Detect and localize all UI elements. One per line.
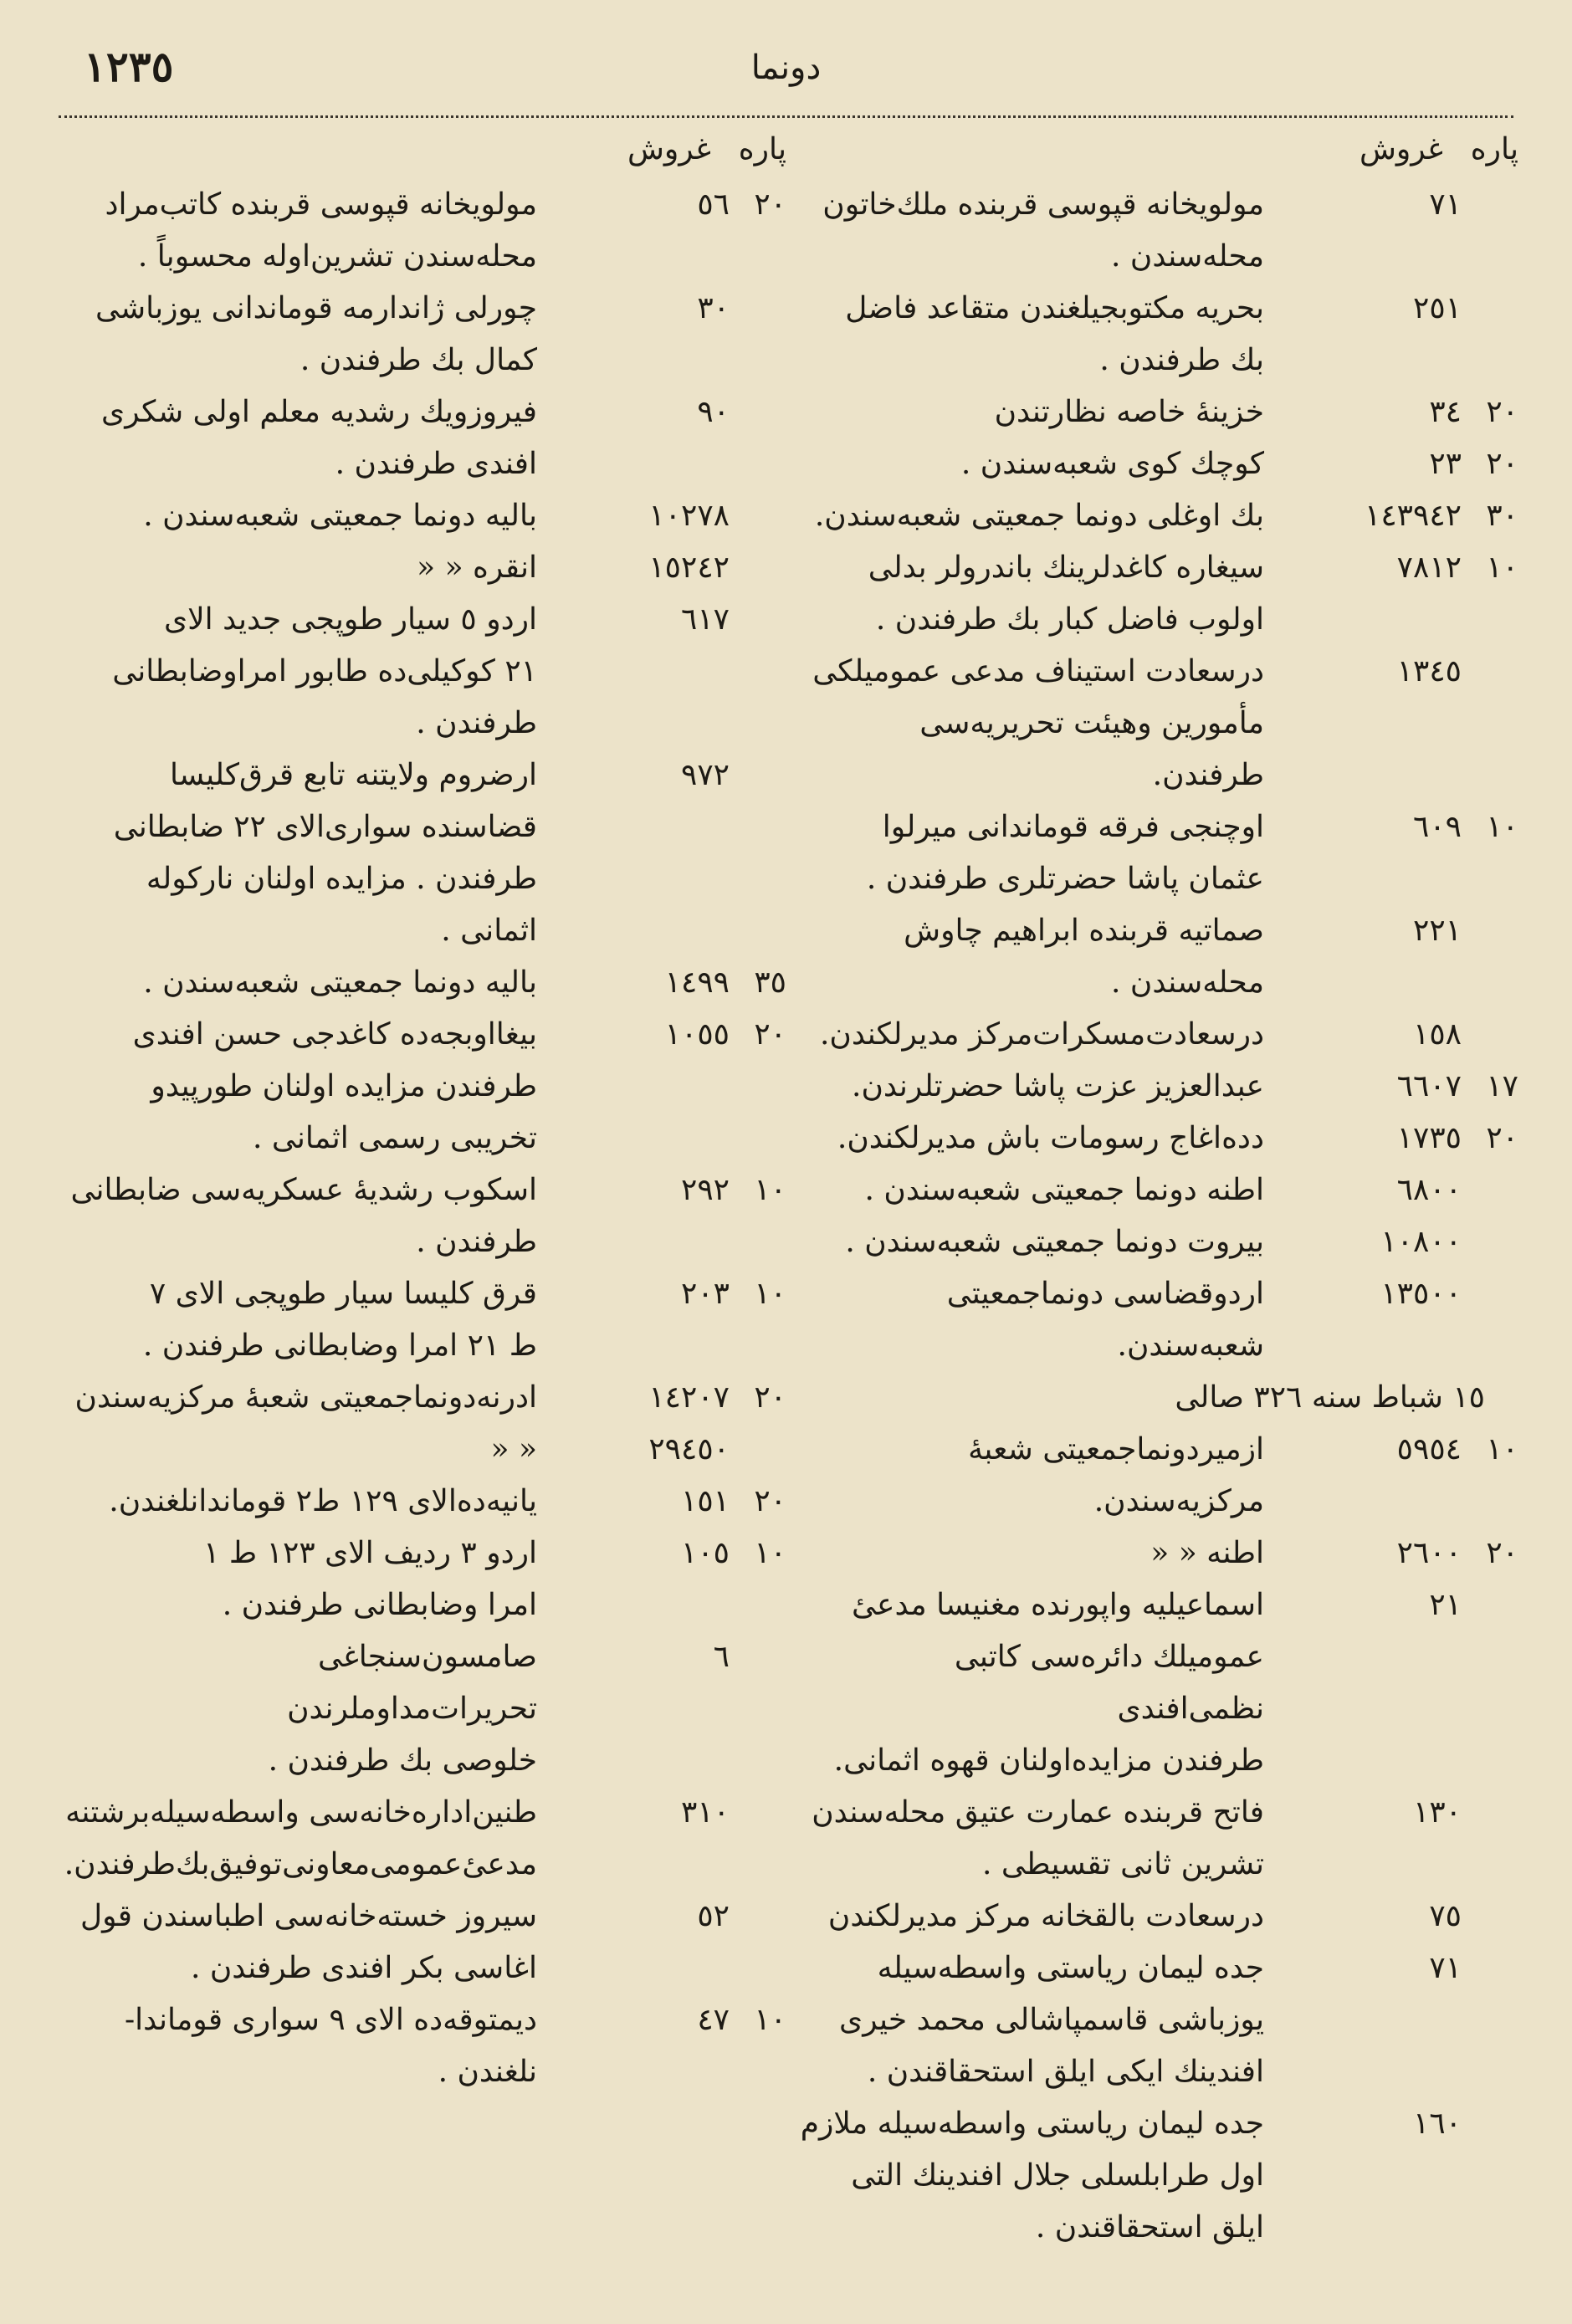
kurus-amount: ٩٠	[697, 395, 730, 429]
kurus-amount: ١٤٣٩٤٢	[1364, 499, 1462, 533]
entry-description	[799, 1787, 1294, 1891]
para-amount	[1468, 2098, 1518, 2254]
description-line: مأمورین وهیئت تحریریه‌سی طرفندن.	[919, 706, 1264, 792]
description-line: درسعادت استیناف مدعی عمومیلکی	[812, 654, 1264, 688]
kurus-amount: ١٠٥	[680, 1536, 730, 1570]
ledger-entry	[67, 1891, 786, 1994]
ledger-entry	[67, 594, 786, 750]
para-amount: ١٠	[1486, 810, 1518, 844]
description-line: طرفندن مزایده اولنان طورپیدو	[151, 1069, 537, 1103]
entry-description	[799, 542, 1294, 646]
para-amount: ٢٠	[1486, 1536, 1518, 1570]
description-line: کوچك کوی شعبه‌سندن .	[960, 447, 1264, 481]
description-line: اطنه دونما جمعیتی شعبه‌سندن .	[864, 1173, 1264, 1207]
para-amount: ١٧	[1486, 1069, 1518, 1103]
description-line: خزینهٔ خاصه نظارتندن	[994, 395, 1264, 429]
entry-description	[799, 1216, 1294, 1268]
description-line: جده لیمان ریاستی واسطه‌سیله	[877, 1951, 1264, 1985]
entry-description	[799, 386, 1294, 438]
para-amount	[736, 1424, 786, 1476]
left-column	[64, 125, 786, 2292]
para-amount	[1468, 1268, 1518, 1372]
description-line: اطنه « «	[1150, 1536, 1264, 1570]
description-line: بیروت دونما جمعیتی شعبه‌سندن .	[845, 1225, 1264, 1259]
para-header: پاره	[738, 132, 786, 166]
description-line: عمومیلك دائره‌سی کاتبی نظمی‌افندی	[954, 1640, 1264, 1726]
kurus-amount: ٧١	[1429, 1951, 1462, 1985]
description-line: اوچنجی فرقه قوماندانی میرلوا	[882, 810, 1264, 844]
description-line: عثمان پاشا حضرتلری طرفندن .	[866, 862, 1264, 896]
description-line: انقره « «	[417, 550, 537, 585]
kurus-amount: ٦	[713, 1640, 730, 1674]
kurus-amount: ٢٩٤٥٠	[648, 1432, 730, 1467]
description-line: بحریه مکتوبجیلغندن متقاعد فاضل	[845, 291, 1264, 325]
entry-description	[799, 1579, 1294, 1787]
kurus-amount: ٦٨٠٠	[1396, 1173, 1462, 1207]
description-line: بك اوغلی دونما جمعیتی شعبه‌سندن.	[814, 499, 1264, 533]
description-line: یوزباشی قاسمپاشالی محمد خیری	[839, 2003, 1264, 2037]
ledger-entry	[799, 905, 1518, 1009]
ledger-entry	[799, 283, 1518, 386]
ledger-entry	[67, 1476, 786, 1528]
description-line: ٢١ کوکیلی‌ده طابور امراوضابطانی	[112, 654, 537, 688]
ledger-entry	[799, 1943, 1518, 2098]
date-line	[799, 1372, 1518, 1424]
description-line: نلغندن .	[438, 2055, 537, 2089]
entry-description	[67, 1528, 562, 1631]
description-line: بك طرفندن .	[1099, 343, 1264, 377]
kurus-amount: ١٤٢٠٧	[648, 1380, 730, 1415]
para-amount	[1468, 646, 1518, 801]
kurus-amount: ١٥٨	[1412, 1017, 1462, 1052]
para-amount	[736, 1891, 786, 1994]
para-amount: ١٠	[754, 1173, 786, 1207]
description-line: فیروزویك رشدیه معلم اولی شکری	[101, 395, 537, 429]
para-amount	[1468, 1216, 1518, 1268]
kurus-amount: ٢٥١	[1412, 291, 1462, 325]
ledger-entry	[799, 490, 1518, 542]
left-entries	[64, 179, 786, 2098]
date-text: ١٥ شباط سنه ٣٢٦ صالی	[1175, 1380, 1485, 1415]
description-line: صماتیه قربنده ابراهیم چاوش	[904, 914, 1264, 948]
description-line: تشرین ثانی تقسیطی .	[982, 1847, 1264, 1881]
description-line: دده‌اغاج رسومات باش مدیرلکندن.	[837, 1121, 1264, 1155]
description-line: اردو ٣ ردیف الای ١٢٣ ط ١	[203, 1536, 537, 1570]
para-amount: ٢٠	[1486, 395, 1518, 429]
description-line: ارضروم ولایتنه تابع قرق‌کلیسا	[170, 758, 537, 792]
description-line: طرفندن مزایده‌اولنان قهوه اثمانی.	[833, 1743, 1264, 1778]
description-line: کمال بك طرفندن .	[300, 343, 537, 377]
entry-description	[67, 1994, 562, 2098]
ledger-entry	[799, 179, 1518, 283]
kurus-amount: ٤٧	[697, 2003, 730, 2037]
kurus-amount: ١٠٨٠٠	[1380, 1225, 1462, 1259]
description-line: اغاسی بکر افندی طرفندن .	[190, 1951, 537, 1985]
para-amount: ١٠	[1486, 1432, 1518, 1467]
kurus-amount: ٢٩٢	[680, 1173, 730, 1207]
page-number: ١٢٣٥	[84, 42, 174, 91]
entry-description	[67, 594, 562, 750]
ledger-entry	[799, 646, 1518, 801]
kurus-amount: ٣٤	[1429, 395, 1462, 429]
para-amount	[736, 1787, 786, 1891]
kurus-amount: ٥٩٥٤	[1396, 1432, 1462, 1467]
entry-description	[799, 1891, 1294, 1943]
entry-description	[67, 1372, 562, 1424]
description-line: اردوقضاسی دونماجمعیتی شعبه‌سندن.	[946, 1277, 1264, 1363]
entry-description	[67, 179, 562, 283]
entry-description	[67, 957, 562, 1009]
description-line: امرا وضابطانی طرفندن .	[222, 1588, 537, 1622]
para-amount: ٢٠	[754, 187, 786, 222]
description-line: طنین‌اداره‌خانه‌سی واسطه‌سیله‌برشتنه	[65, 1795, 537, 1830]
kurus-amount: ١٥٢٤٢	[648, 550, 730, 585]
description-line: ایلق استحقاقندن .	[1035, 2210, 1264, 2245]
entry-description	[799, 1061, 1294, 1113]
para-amount	[736, 542, 786, 594]
description-line: اردو ٥ سیار طوپجی جدید الای	[163, 602, 537, 637]
ledger-entry	[799, 1891, 1518, 1943]
ledger-entry	[67, 283, 786, 386]
para-amount	[1468, 1579, 1518, 1787]
kurus-amount: ٦٠٩	[1412, 810, 1462, 844]
entry-description	[799, 283, 1294, 386]
para-amount	[1468, 1009, 1518, 1061]
ledger-entry	[64, 1787, 786, 1891]
ledger-entry	[799, 1787, 1518, 1891]
ledger-entry	[67, 1994, 786, 2098]
kurus-amount: ١٤٩٩	[664, 965, 730, 1000]
entry-description	[67, 1424, 562, 1476]
para-amount: ١٠	[754, 1536, 786, 1570]
ledger-entry	[799, 1528, 1518, 1579]
ledger-entry	[799, 1424, 1518, 1528]
ledger-entry	[67, 1009, 786, 1165]
entry-description	[799, 1528, 1294, 1579]
ledger-entry	[67, 1372, 786, 1424]
para-amount: ٢٠	[754, 1484, 786, 1518]
description-line: اثمانی .	[441, 914, 537, 948]
description-line: درسعادت‌مسکرات‌مرکز مدیرلکندن.	[819, 1017, 1264, 1052]
description-line: قضاسنده سواری‌الای ٢٢ ضابطانی	[113, 810, 537, 844]
kurus-amount: ١٧٣٥	[1396, 1121, 1462, 1155]
description-line: افندینك ایکی ایلق استحقاقندن .	[867, 2055, 1264, 2089]
para-amount	[1468, 1891, 1518, 1943]
ledger-entry	[67, 1631, 786, 1787]
description-line: اسماعیلیه واپورنده مغنیسا مدعیٔ	[852, 1588, 1264, 1622]
entry-description	[799, 1268, 1294, 1372]
description-line: طرفندن .	[416, 1225, 537, 1259]
entry-description	[67, 490, 562, 542]
ledger-entry	[799, 1216, 1518, 1268]
description-line: خلوصی بك طرفندن .	[268, 1743, 537, 1778]
description-line: طرفندن . مزایده اولنان نارکوله	[146, 862, 537, 896]
kurus-amount: ٢٠٣	[680, 1277, 730, 1311]
description-line: اسکوب رشدیهٔ عسکریه‌سی ضابطانی	[70, 1173, 537, 1207]
ledger-entry	[67, 1528, 786, 1631]
entry-description	[799, 905, 1294, 1009]
entry-description	[799, 1009, 1294, 1061]
entry-description	[799, 1113, 1294, 1165]
ledger-entry	[67, 179, 786, 283]
entry-description	[67, 542, 562, 594]
ledger-entry	[799, 1009, 1518, 1061]
entry-description	[67, 1631, 562, 1787]
description-line: ط ٢١ امرا وضابطانی طرفندن .	[142, 1328, 537, 1363]
ledger-entry	[67, 1424, 786, 1476]
entry-description	[67, 1476, 562, 1528]
description-line: « «	[490, 1432, 537, 1467]
description-line: ادرنه‌دونماجمعیتی شعبهٔ مرکزیه‌سندن	[74, 1380, 537, 1415]
entry-description	[64, 1787, 562, 1891]
entry-description	[67, 283, 562, 386]
kurus-amount: ١٥١	[680, 1484, 730, 1518]
column-header	[799, 125, 1518, 179]
description-line: طرفندن .	[416, 706, 537, 740]
description-line: مدعیٔ‌عمومی‌معاونی‌توفیق‌بك‌طرفندن.	[64, 1847, 537, 1881]
description-line: بالیه دونما جمعیتی شعبه‌سندن .	[143, 965, 537, 1000]
entry-description	[799, 2098, 1294, 2254]
entry-description	[799, 179, 1294, 283]
para-amount	[1468, 1943, 1518, 2098]
ledger-entry	[67, 1165, 786, 1268]
description-line: محله‌سندن تشرین‌اوله محسوباً .	[137, 239, 537, 274]
entry-description	[67, 1891, 562, 1994]
description-line: چورلی ژاندارمه قوماندانی یوزباشی	[95, 291, 537, 325]
description-line: بالیه دونما جمعیتی شعبه‌سندن .	[143, 499, 537, 533]
para-amount	[1468, 1165, 1518, 1216]
para-amount	[736, 594, 786, 750]
para-amount	[736, 283, 786, 386]
description-line: مولویخانه قپوسی قربنده کاتب‌مراد	[105, 187, 537, 222]
running-title: دونما	[750, 49, 822, 87]
para-amount	[736, 750, 786, 957]
description-line: سیغاره کاغدلرینك باندرولر بدلی	[868, 550, 1264, 585]
para-amount: ٢٠	[754, 1017, 786, 1052]
kurus-amount: ٥٢	[697, 1899, 730, 1933]
para-amount: ٢٠	[1486, 1121, 1518, 1155]
ledger-entry	[67, 1268, 786, 1372]
entry-description	[799, 646, 1294, 801]
para-amount: ١٠	[754, 2003, 786, 2037]
entry-description	[799, 801, 1294, 905]
column-header	[67, 125, 786, 179]
kurus-amount: ٥٦	[697, 187, 730, 222]
kurus-amount: ١٠٥٥	[664, 1017, 730, 1052]
entry-description	[67, 1165, 562, 1268]
ledger-entry	[799, 438, 1518, 490]
para-amount: ٢٠	[754, 1380, 786, 1415]
entry-description	[799, 1943, 1294, 2098]
ledger-entry	[799, 1061, 1518, 1113]
kurus-amount: ١٣٥٠٠	[1380, 1277, 1462, 1311]
kurus-amount: ٣١٠	[680, 1795, 730, 1830]
description-line: محله‌سندن .	[1111, 965, 1264, 1000]
description-line: صامسون‌سنجاغی تحریرات‌مداوملرندن	[287, 1640, 537, 1726]
kurus-amount: ١٠٢٧٨	[648, 499, 730, 533]
entry-description	[799, 1165, 1294, 1216]
ledger-entry	[799, 1165, 1518, 1216]
kurus-amount: ٢٣	[1429, 447, 1462, 481]
kurus-amount: ٢١	[1429, 1588, 1462, 1622]
ledger-entry	[799, 1113, 1518, 1165]
kurus-amount: ٧٥	[1429, 1899, 1462, 1933]
description-line: عبدالعزیز عزت پاشا حضرتلرندن.	[852, 1069, 1264, 1103]
para-amount: ١٠	[1486, 550, 1518, 585]
kurus-amount: ٢٦٠٠	[1396, 1536, 1462, 1570]
description-line: یانیه‌ده‌الای ١٢٩ ط٢ قوماندانلغندن.	[109, 1484, 537, 1518]
description-line: مولویخانه قپوسی قربنده ملك‌خاتون	[822, 187, 1264, 222]
ledger-entry	[67, 490, 786, 542]
entry-description	[799, 1424, 1294, 1528]
para-amount: ٣٥	[754, 965, 786, 1000]
entry-description	[67, 750, 562, 957]
para-amount	[736, 490, 786, 542]
right-column	[799, 125, 1518, 2292]
ledger-entry	[799, 542, 1518, 646]
right-entries	[799, 179, 1518, 2254]
kurus-amount: ١٣٠	[1412, 1795, 1462, 1830]
ledger-entry	[67, 750, 786, 957]
description-line: بیغااوبجه‌ده کاغدجی حسن افندی	[132, 1017, 537, 1052]
ledger-entry	[67, 386, 786, 490]
kurus-amount: ١٣٤٥	[1396, 654, 1462, 688]
ledger-entry	[799, 1579, 1518, 1787]
kurus-amount: ٦١٧	[680, 602, 730, 637]
ledger-entry	[799, 801, 1518, 905]
para-amount: ١٠	[754, 1277, 786, 1311]
para-amount	[736, 1631, 786, 1787]
description-line: محله‌سندن .	[1111, 239, 1264, 274]
description-line: جده لیمان ریاستی واسطه‌سیله ملازم	[800, 2106, 1264, 2141]
kurus-header: غروش	[1359, 132, 1443, 166]
para-amount: ٢٠	[1486, 447, 1518, 481]
kurus-amount: ١٦٠	[1412, 2106, 1462, 2141]
description-line: افندی طرفندن .	[335, 447, 537, 481]
entry-description	[799, 490, 1294, 542]
entry-description	[799, 438, 1294, 490]
ledger-entry	[799, 2098, 1518, 2254]
ledger-entry	[67, 542, 786, 594]
description-line: دیمتوقه‌ده الای ٩ سواری قوماندا-	[124, 2003, 537, 2037]
description-line: درسعادت بالقخانه مرکز مدیرلکندن	[827, 1899, 1264, 1933]
kurus-amount: ٧٨١٢	[1396, 550, 1462, 585]
para-amount	[736, 386, 786, 490]
description-line: اولوب فاضل کبار بك طرفندن .	[875, 602, 1264, 637]
entry-description	[67, 1009, 562, 1165]
para-amount	[1468, 283, 1518, 386]
kurus-amount: ٩٧٢	[680, 758, 730, 792]
para-amount	[1468, 179, 1518, 283]
kurus-amount: ٦٦٠٧	[1396, 1069, 1462, 1103]
description-line: قرق کلیسا سیار طوپجی الای ٧	[149, 1277, 537, 1311]
description-line: سیروز خسته‌خانه‌سی اطباسندن قول	[79, 1899, 537, 1933]
para-amount	[1468, 905, 1518, 1009]
description-line: تخریبی رسمی اثمانی .	[253, 1121, 537, 1155]
para-amount	[1468, 1787, 1518, 1891]
para-amount: ٣٠	[1486, 499, 1518, 533]
entry-description	[67, 386, 562, 490]
ledger-entry	[67, 957, 786, 1009]
kurus-amount: ٣٠	[697, 291, 730, 325]
kurus-amount: ٢٢١	[1412, 914, 1462, 948]
ledger-entry	[799, 386, 1518, 438]
kurus-amount: ٧١	[1429, 187, 1462, 222]
ledger-entry	[799, 1268, 1518, 1372]
entry-description	[67, 1268, 562, 1372]
description-line: ازمیردونماجمعیتی شعبهٔ مرکزیه‌سندن.	[968, 1432, 1264, 1518]
para-header: پاره	[1470, 132, 1518, 166]
description-line: فاتح قربنده عمارت عتیق محله‌سندن	[812, 1795, 1264, 1830]
kurus-header: غروش	[627, 132, 711, 166]
description-line: اول طرابلسلی جلال افندینك التی	[851, 2158, 1264, 2193]
